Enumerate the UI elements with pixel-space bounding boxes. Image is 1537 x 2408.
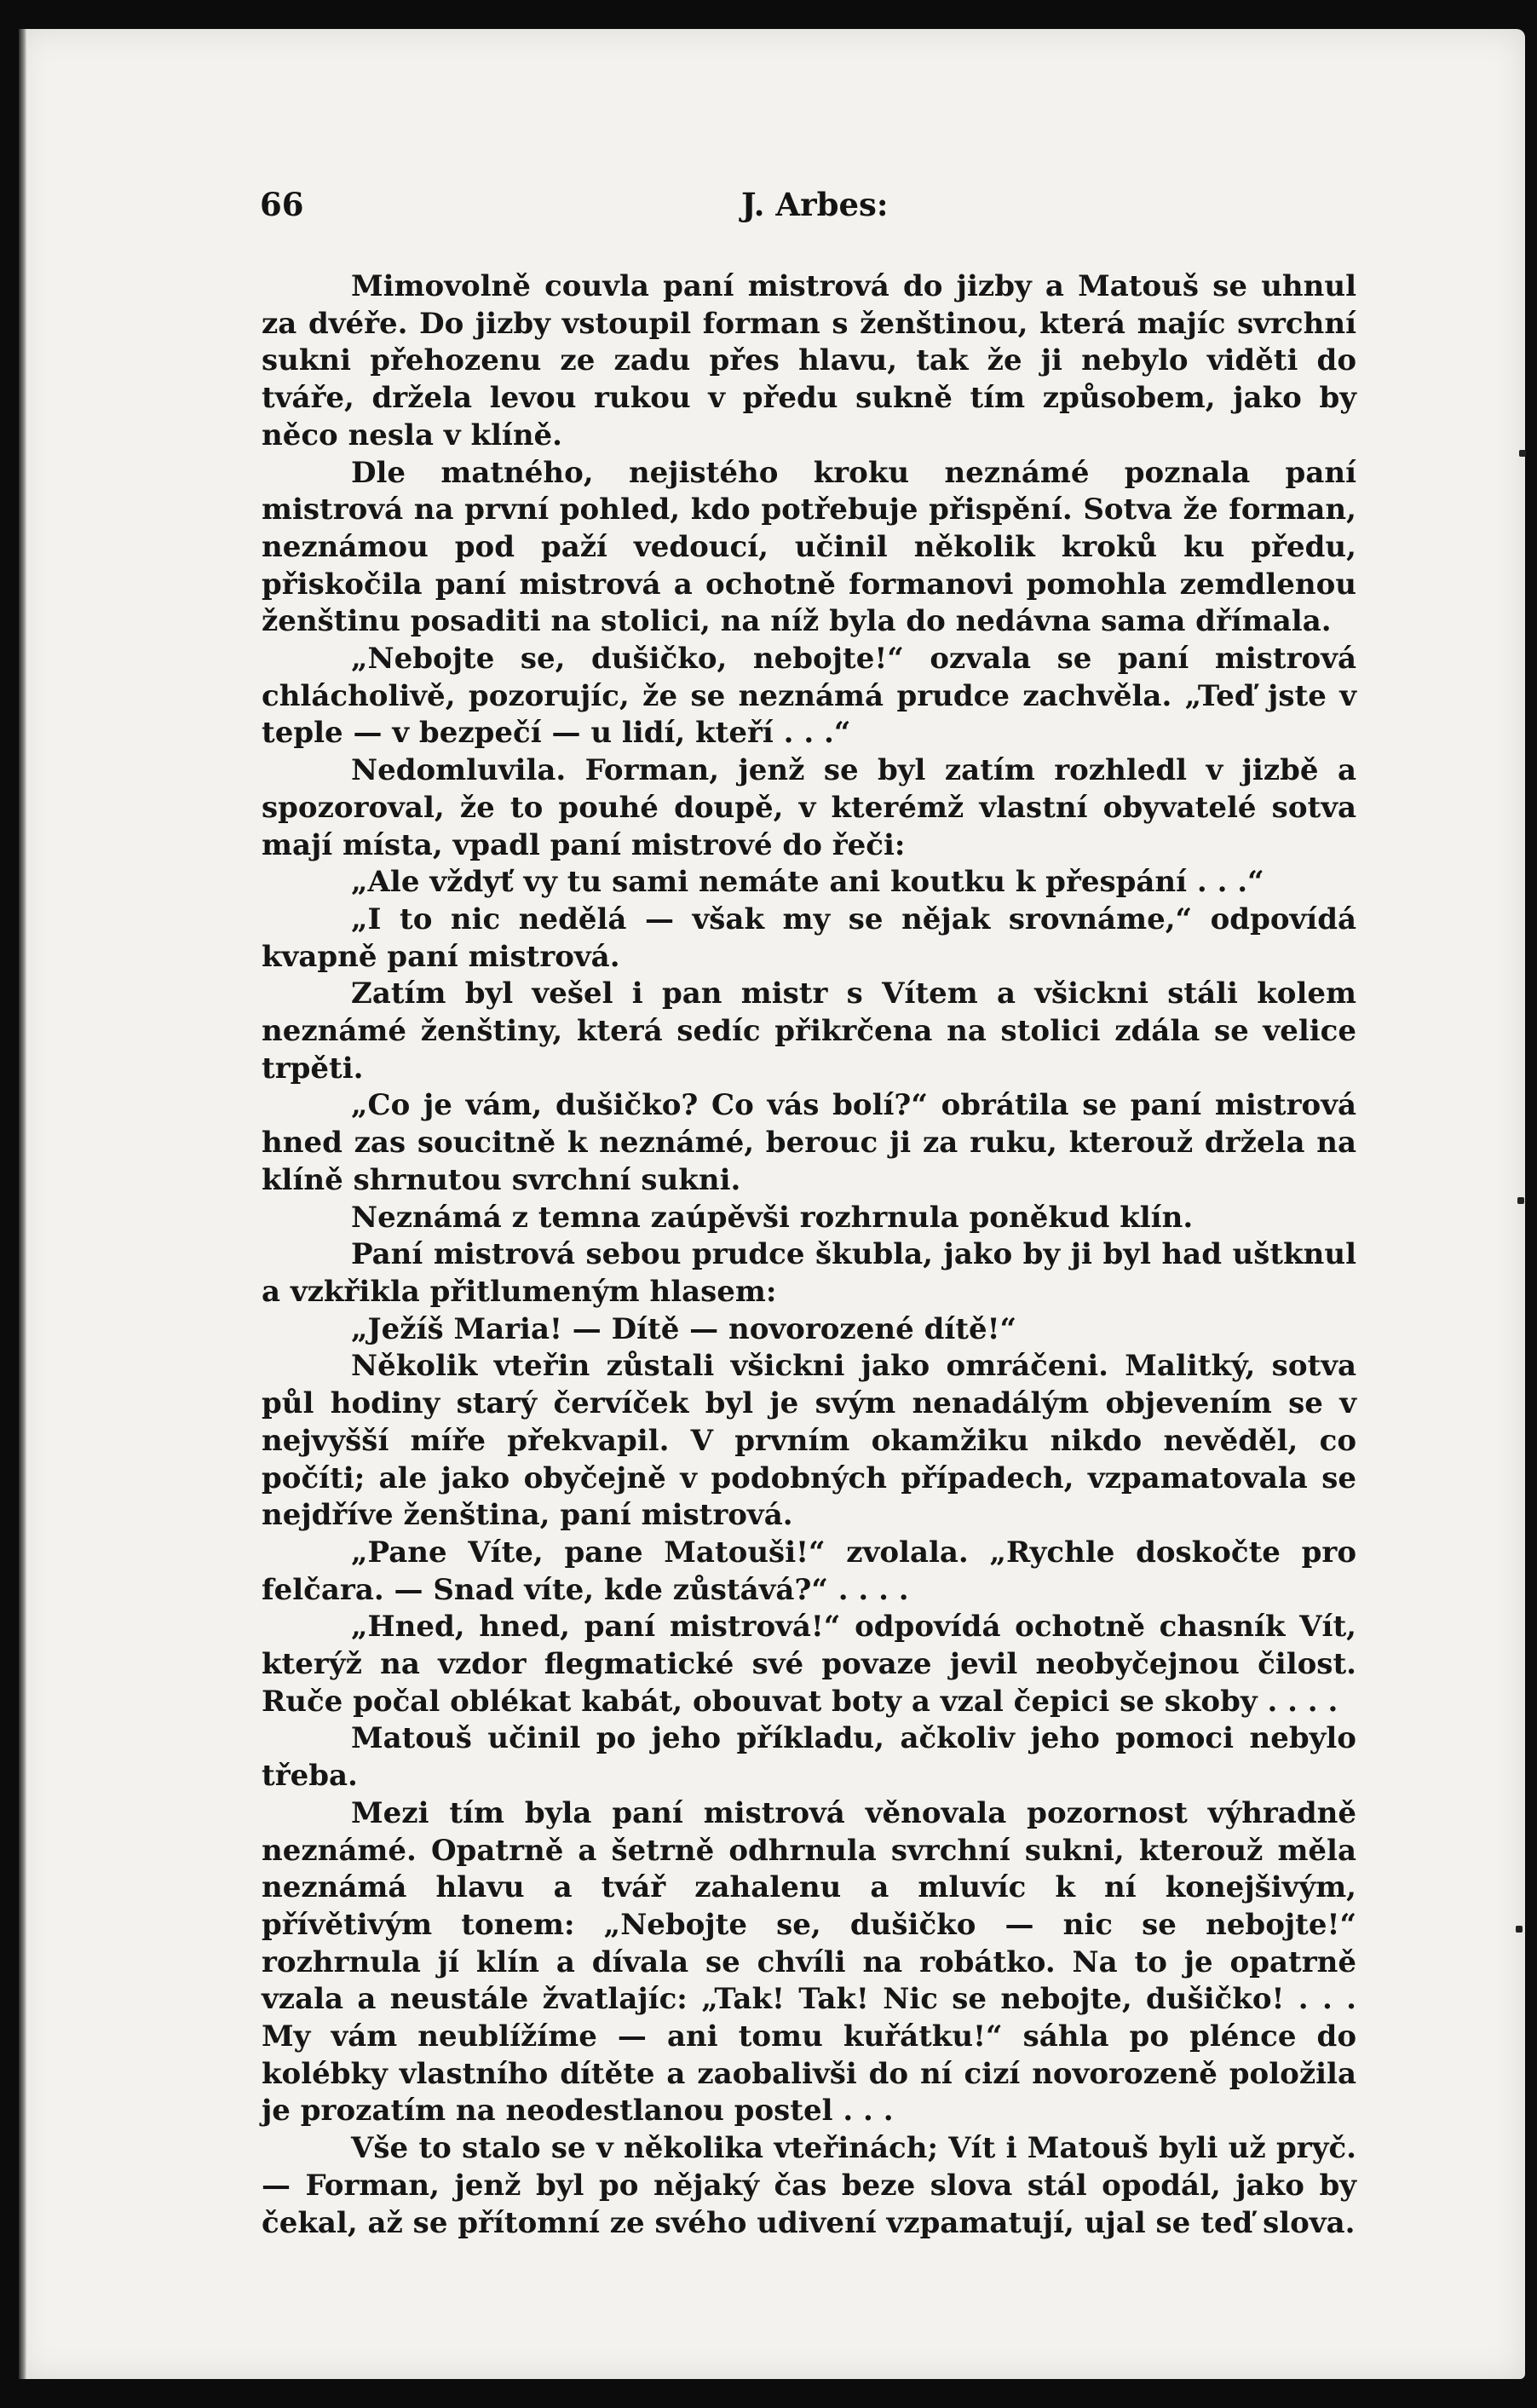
paragraph: Několik vteřin zůstali všickni jako omráčeni. Malitký, sotva půl hodiny starý červíček byl je svým nenadálým objevením se v nejvyšší míře překvapil. V prvním okamžiku nikdo nevěděl, co počíti; ale jako obyčejně v podobných případech, vzpamatovala se nejdříve ženština, paní mistrová.	[262, 1349, 1356, 1533]
paragraph-text: dvéře. Do jizby vstoupil forman s ženštinou, která majíc svrchní sukni přehozenu ze zadu přes hlavu, tak že ji nebylo viděti do tváře, držela levou rukou v předu sukně tím způsobem, jako by něco nesla v klíně.	[262, 306, 1356, 452]
paragraph: „Nebojte se, dušičko, nebojte!“ ozvala se paní mistrová chlácholivě, pozorujíc, že se neznámá prudce zachvěla. „Teď jste v teple — v bezpečí — u lidí, kteří . . .“	[262, 642, 1356, 751]
page-number: 66	[260, 186, 304, 223]
body-text	[262, 268, 1356, 2242]
paragraph: „Pane Víte, pane Matouši!“ zvolala. „Rychle doskočte pro felčara. — Snad víte, kde zůstává?“ . . . .	[262, 1535, 1356, 1607]
margin-speck	[1519, 450, 1526, 457]
paragraph: Paní mistrová sebou prudce škubla, jako by ji byl had uštknul a vzkřikla přitlumeným hlasem:	[262, 1237, 1356, 1309]
running-head-author: J. Arbes:	[741, 186, 889, 223]
paragraph	[262, 268, 1356, 455]
paragraph: Dle matného, nejistého kroku neznámé poznala paní mistrová na první pohled, kdo potřebuje přispění. Sotva že forman, neznámou pod paží vedoucí, učinil několik kroků ku předu, přiskočila paní mistrová a ochotně formanovi pomohla zemdlenou ženštinu posaditi na stolici, na níž byla do nedávna sama dřímala.	[262, 455, 1356, 639]
margin-speck	[1517, 1197, 1524, 1204]
paragraph: Nedomluvila. Forman, jenž se byl zatím rozhledl v jizbě a spozoroval, že to pouhé doupě, v kterémž vlastní obyvatelé sotva mají místa, vpadl paní mistrové do řeči:	[262, 753, 1356, 862]
paragraph: „Hned, hned, paní mistrová!“ odpovídá ochotně chasník Vít, kterýž na vzdor flegmatické své povaze jevil neobyčejnou čilost. Ruče počal oblékat kabát, obouvat boty a vzal čepici se skoby . . . .	[262, 1610, 1356, 1719]
paragraph: „Ale vždyť vy tu sami nemáte ani koutku k přespání . . .“	[351, 865, 1264, 900]
paragraph: „Co je vám, dušičko? Co vás bolí?“ obrátila se paní mistrová hned zas soucitně k neznámé, berouc ji za ruku, kterouž držela na klíně shrnutou svrchní sukni.	[262, 1088, 1356, 1197]
margin-speck	[1516, 1926, 1523, 1933]
paragraph: Matouš učinil po jeho příkladu, ačkoliv jeho pomoci nebylo třeba.	[262, 1721, 1356, 1794]
running-head	[260, 186, 1359, 228]
paragraph: Neznámá z temna zaúpěvši rozhrnula poněkud klín.	[351, 1200, 1194, 1235]
paragraph: Mezi tím byla paní mistrová věnovala pozornost výhradně neznámé. Opatrně a šetrně odhrnula svrchní sukni, kterouž měla neznámá hlavu a tvář zahalenu a mluvíc k ní konejšivým, přívětivým tonem: „Nebojte se, dušičko — nic se nebojte!“ rozhrnula jí klín a dívala se chvíli na robátko. Na to je opatrně vzala a neustále žvatlajíc: „Tak! Tak! Nic se nebojte, dušičko! . . . My vám neublížíme — ani tomu kuřátku!“ sáhla po plénce do kolébky vlastního dítěte a zaobalivši do ní cizí novorozeně položila je prozatím na neodestlanou postel . . .	[262, 1795, 1356, 2129]
paragraph: „Ježíš Maria! — Dítě — novorozené dítě!“	[351, 1311, 1017, 1346]
paragraph: „I to nic nedělá — však my se nějak srovnáme,“ odpovídá kvapně paní mistrová.	[262, 902, 1356, 974]
first-line: Mimovolně couvla paní mistrová do jizby a Matouš se uhnul za	[262, 269, 1356, 341]
binding-edge	[19, 29, 27, 2379]
paragraph: Zatím byl vešel i pan mistr s Vítem a všickni stáli kolem neznámé ženštiny, která sedíc přikrčena na stolici zdála se velice trpěti.	[262, 976, 1356, 1086]
paragraph: Vše to stalo se v několika vteřinách; Vít i Matouš byli už pryč. — Forman, jenž byl po nějaký čas beze slova stál opodál, jako by čekal, až se přítomní ze svého udivení vzpamatují, ujal se teď slova.	[262, 2131, 1356, 2240]
